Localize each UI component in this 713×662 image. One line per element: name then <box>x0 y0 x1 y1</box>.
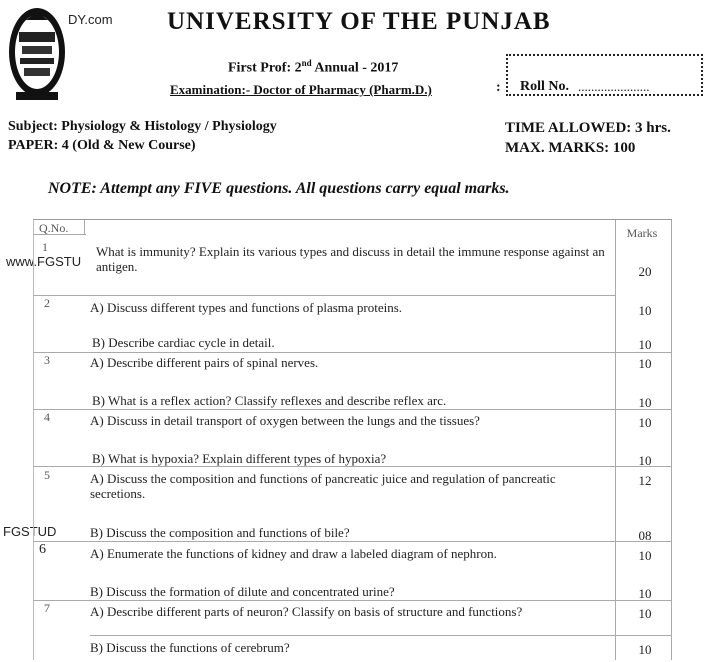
question-marks: 12 <box>638 473 652 488</box>
question-number: 1 <box>42 240 48 254</box>
max-marks: MAX. MARKS: 100 <box>505 140 636 156</box>
question-number: 7 <box>44 601 50 615</box>
marks-header: Marks <box>626 226 658 240</box>
examination-line: Examination:- Doctor of Pharmacy (Pharm.D.) <box>170 82 432 97</box>
question-marks: 08 <box>638 528 652 543</box>
question-marks: 10 <box>638 395 652 410</box>
roll-number-label: Roll No. <box>520 79 569 94</box>
question-text: A) Describe different pairs of spinal nerves. <box>90 355 319 370</box>
question-marks: 10 <box>638 303 652 318</box>
subject-line: Subject: Physiology & Histology / Physiology <box>8 119 277 134</box>
question-marks: 10 <box>638 453 652 468</box>
question-number: 5 <box>44 468 50 482</box>
question-text: B) Discuss the formation of dilute and concentrated urine? <box>90 584 395 599</box>
university-title: UNIVERSITY OF THE PUNJAB <box>167 8 551 35</box>
question-text: A) Discuss the composition and functions of pancreatic juice and regulation of pancreatic secretions. <box>90 471 556 501</box>
question-marks: 10 <box>638 642 652 657</box>
watermark-mid: www.FGSTU <box>6 254 82 269</box>
question-text: A) Enumerate the functions of kidney and draw a labeled diagram of nephron. <box>90 546 497 561</box>
question-marks: 10 <box>638 356 652 371</box>
qno-header: Q.No. <box>39 221 69 235</box>
question-marks: 10 <box>638 415 652 430</box>
university-logo <box>6 4 68 104</box>
question-text: A) Discuss different types and functions of plasma proteins. <box>90 300 403 315</box>
watermark-low: FGSTUD <box>3 524 57 539</box>
time-allowed: TIME ALLOWED: 3 hrs. <box>505 120 671 136</box>
watermark-top: DY.com <box>68 12 113 27</box>
question-marks: 20 <box>638 264 652 279</box>
question-marks: 10 <box>638 548 652 563</box>
question-marks: 10 <box>638 337 652 352</box>
questions-table <box>33 219 672 660</box>
question-number: 4 <box>44 410 50 424</box>
question-number: 2 <box>44 296 50 310</box>
question-text: What is immunity? Explain its various types and discuss in detail the immune response against an antigen. <box>96 244 605 274</box>
instructions-note: NOTE: Attempt any FIVE questions. All questions carry equal marks. <box>48 180 510 197</box>
question-text: B) What is hypoxia? Explain different types of hypoxia? <box>92 451 387 466</box>
question-text: B) What is a reflex action? Classify reflexes and describe reflex arc. <box>92 393 447 408</box>
roll-number-blank: ...................... <box>578 79 650 94</box>
question-text: B) Describe cardiac cycle in detail. <box>92 335 275 350</box>
question-text: B) Discuss the composition and functions of bile? <box>90 525 350 540</box>
exam-year-line: First Prof: 2nd Annual - 2017 <box>228 58 399 76</box>
question-marks: 10 <box>638 606 652 621</box>
question-text: A) Describe different parts of neuron? Classify on basis of structure and functions? <box>90 604 523 619</box>
question-number: 6 <box>39 542 46 557</box>
question-marks: 10 <box>638 586 652 601</box>
colon-sep: : <box>496 80 501 95</box>
question-text: B) Discuss the functions of cerebrum? <box>90 640 290 655</box>
question-text: A) Discuss in detail transport of oxygen between the lungs and the tissues? <box>90 413 480 428</box>
question-number: 3 <box>44 353 50 367</box>
paper-line: PAPER: 4 (Old & New Course) <box>8 138 196 153</box>
